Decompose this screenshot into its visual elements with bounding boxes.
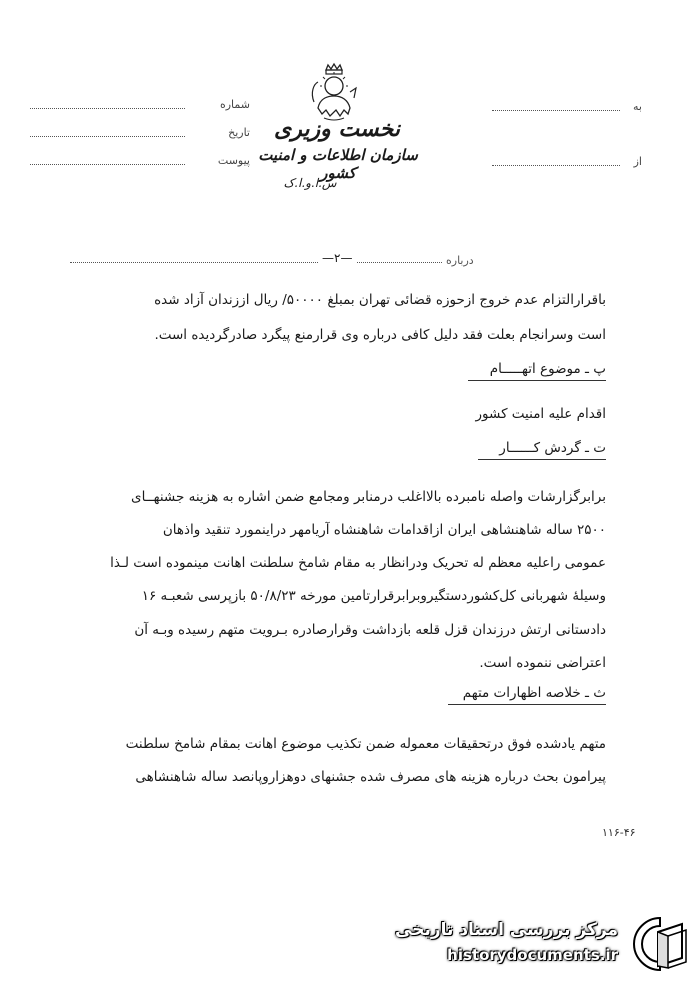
attachment-label: پیوست — [217, 154, 250, 167]
date-label: تاریخ — [228, 126, 250, 139]
from-field — [492, 152, 642, 168]
heading-underline — [468, 380, 606, 381]
charge-text: اقدام علیه امنیت کشور — [475, 406, 606, 422]
subject-dotted-line — [70, 262, 442, 263]
section-heading-t: ت ـ گردش کــــــار — [499, 440, 606, 456]
lion-and-sun-emblem-icon — [304, 62, 364, 122]
heading-underline — [478, 459, 606, 460]
book-logo-icon — [628, 914, 692, 974]
subject-label: درباره — [446, 254, 474, 267]
watermark — [395, 912, 694, 972]
letterhead-title: نخست وزیری — [274, 116, 400, 142]
letterhead-organization: سازمان اطلاعات و امنیت کشور — [258, 146, 418, 182]
watermark-title: مرکز بررسی اسناد تاریخی — [395, 920, 618, 940]
attachment-field — [30, 151, 250, 167]
paragraph2-line: دادستانی ارتش درزندان قزل قلعه بازداشت وقرارصادره بـرویت متهم رسیده وبـه آن — [134, 622, 606, 638]
paragraph2-line: اعتراضی ننموده است. — [479, 655, 606, 671]
paragraph1-line: است وسرانجام بعلت فقد دلیل کافی درباره وی قرارمنع پیگرد صادرگردیده است. — [154, 327, 606, 343]
date-field — [30, 123, 250, 139]
letterhead-code: س.ا.و.ا.ک — [283, 176, 337, 190]
page-number: —۲— — [318, 251, 356, 265]
section-heading-s: ث ـ خلاصه اظهارات متهم — [462, 685, 606, 701]
number-field — [30, 95, 250, 111]
dotted-line — [30, 164, 185, 165]
paragraph2-line: عمومی راعلیه معظم له تحریک ودرانظار به مقام شامخ سلطنت اهانت مینموده است لـذا — [110, 555, 606, 571]
watermark-url: historydocuments.ir — [447, 946, 618, 964]
dotted-line — [30, 108, 185, 109]
document-code: ۱۱۶-۴۶ — [602, 826, 636, 839]
paragraph2-line: وسیله‌ٔ شهربانی کل‌کشوردستگیروبرابرقرارتامین مورخه ۵۰/۸/۲۳ بازپرسی شعبـه ۱۶ — [141, 588, 606, 604]
dotted-line — [492, 165, 620, 166]
paragraph2-line: ۲۵۰۰ ساله شاهنشاهی ایران ازاقدامات شاهنشاه آریامهر دراینمورد تنقید واذهان — [162, 522, 606, 538]
to-label: به — [633, 100, 642, 113]
dotted-line — [492, 110, 620, 111]
paragraph2-line: برابرگزارشات واصله نامبرده بالااغلب درمنابر ومجامع ضمن اشاره به هزینه جشنهــای — [131, 489, 606, 505]
to-field — [492, 97, 642, 113]
section-heading-p: پ ـ موضوع اتهـــــام — [489, 361, 606, 377]
from-label: از — [633, 155, 642, 168]
heading-underline — [448, 704, 606, 705]
paragraph3-line: متهم یادشده فوق درتحقیقات معموله ضمن تکذیب موضوع اهانت بمقام شامخ سلطنت — [125, 736, 606, 752]
paragraph1-line: باقرارالتزام عدم خروج ازحوزه قضائی تهران بمبلغ ۵۰۰۰۰/ ریال اززندان آزاد شده — [154, 292, 606, 308]
dotted-line — [30, 136, 185, 137]
paragraph3-line: پیرامون بحث درباره هزینه های مصرف شده جشنهای دوهزاروپانصد ساله شاهنشاهی — [135, 769, 606, 785]
number-label: شماره — [219, 98, 250, 111]
